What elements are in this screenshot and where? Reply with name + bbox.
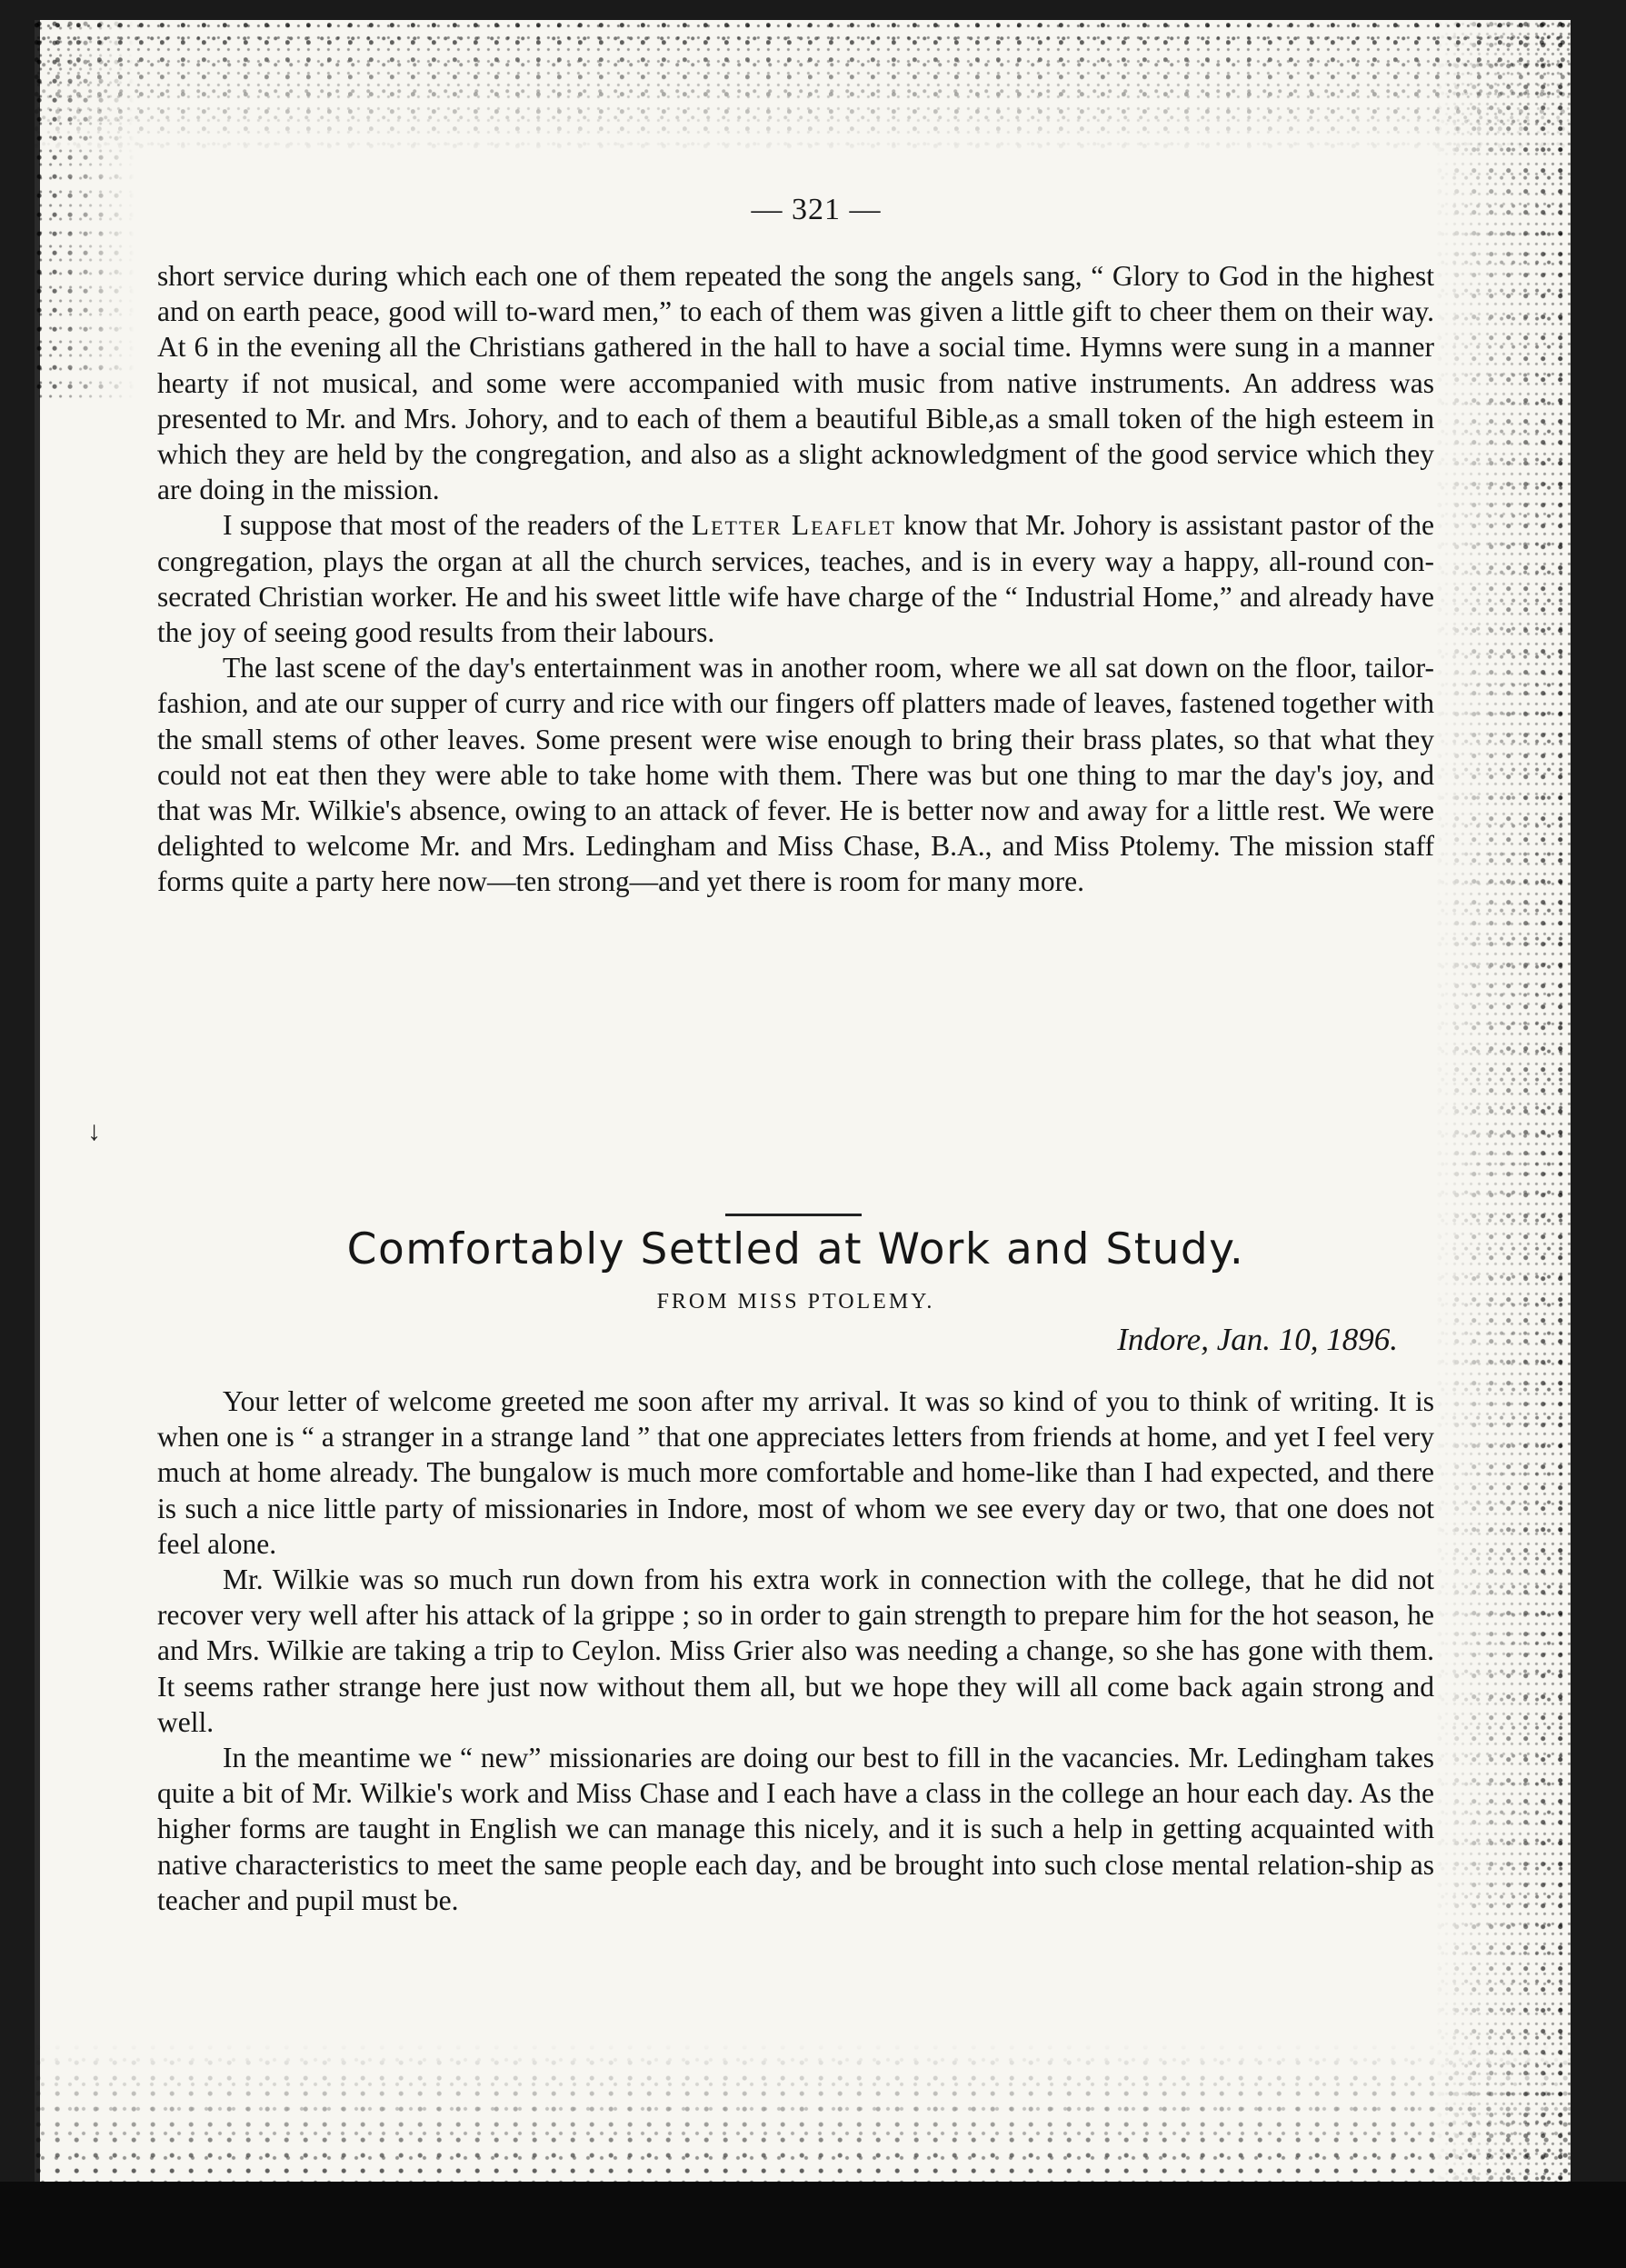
paragraph: In the meantime we “ new” missionaries are doing our best to fill in the vacancies. Mr. Ledingham takes quite a bit of Mr. Wilkie's work and Miss Chase and I each have a class in the college an hour each day. As the higher forms are taught in English we can manage this nicely, and it is such a help in getting acquainted with native characteristics to meet the same people each day, and be brought into such close mental relation-ship as teacher and pupil must be. [157,1742,1434,1916]
article-dateline: Indore, Jan. 10, 1896. [1117,1322,1398,1357]
paragraph: Your letter of welcome greeted me soon after my arrival. It was so kind of you to think of writing. It is when one is “ a stranger in a strange land ” that one appreciates letters from friends at home, and yet I feel very much at home already. The bungalow is much more comfortable and home-like than I had expected, and there is such a nice little party of missionaries in Indore, most of whom we see every day or two, that one does not feel alone. [157,1385,1434,1560]
article-title: Comfortably Settled at Work and Study. [346,1224,1245,1274]
scan-noise-left [35,20,135,402]
scan-noise-bottom [35,2043,1571,2197]
article-body [157,1384,1434,1918]
publication-name: Letter Leaflet [691,509,896,542]
section-divider [725,1214,862,1216]
continued-article [157,258,1434,900]
paragraph: The last scene of the day's entertainment was in another room, where we all sat down on the floor, tailor-fashion, and ate our supper of curry and rice with our fingers off platters made of leaves, fastened together with the small stems of other leaves. Some present were wise enough to bring their brass plates, so that what they could not eat then they were able to take home with them. There was but one thing to mar the day's joy, and that was Mr. Wilkie's absence, owing to an attack of fever. He is better now and away for a little rest. We were delighted to welcome Mr. and Mrs. Ledingham and Miss Chase, B.A., and Miss Ptolemy. The mission staff forms quite a party here now—ten strong—and yet there is room for many more. [157,652,1434,898]
scan-noise-top [35,20,1571,156]
text-run: I suppose that most of the readers of the [223,509,692,542]
paragraph: short service during which each one of them repeated the song the angels sang, “ Glory to God in the highest and on earth peace, good will to-ward men,” to each of them was given a little gift to cheer them on their way. At 6 in the evening all the Christians gathered in the hall to have a social time. Hymns were sung in a manner hearty if not musical, and some were accompanied with music from native instruments. An address was presented to Mr. and Mrs. Johory, and to each of them a beautiful Bible,as a small token of the high esteem in which they are held by the congregation, and also as a slight acknowledgment of the good service which they are doing in the mission. [157,260,1434,506]
scan-noise-right [1434,20,1571,2197]
scan-bottom-border [0,2182,1626,2268]
article-byline: FROM MISS PTOLEMY. [656,1290,935,1314]
scan-edge [35,20,40,2197]
paragraph [157,507,1434,650]
margin-mark: ↓ [87,1116,101,1146]
paragraph: Mr. Wilkie was so much run down from his extra work in connection with the college, that he did not recover very well after his attack of la grippe ; so in order to gain strength to prepare him for the hot season, he and Mrs. Wilkie are taking a trip to Ceylon. Miss Grier also was needing a change, so she has gone with them. It seems rather strange here just now without them all, but we hope they will all come back again strong and well. [157,1564,1434,1738]
page-number: — 321 — [751,193,882,226]
scanned-page [35,20,1571,2197]
text-run: know that Mr. Johory is assistant pastor of the congregation, plays the organ at all the church services, teaches, and is in every way a happy, all-round con-secrated Christian worker. He and his sweet little wife have charge of the “ Industrial Home,” and already have the joy of seeing good results from their labours. [157,509,1434,649]
